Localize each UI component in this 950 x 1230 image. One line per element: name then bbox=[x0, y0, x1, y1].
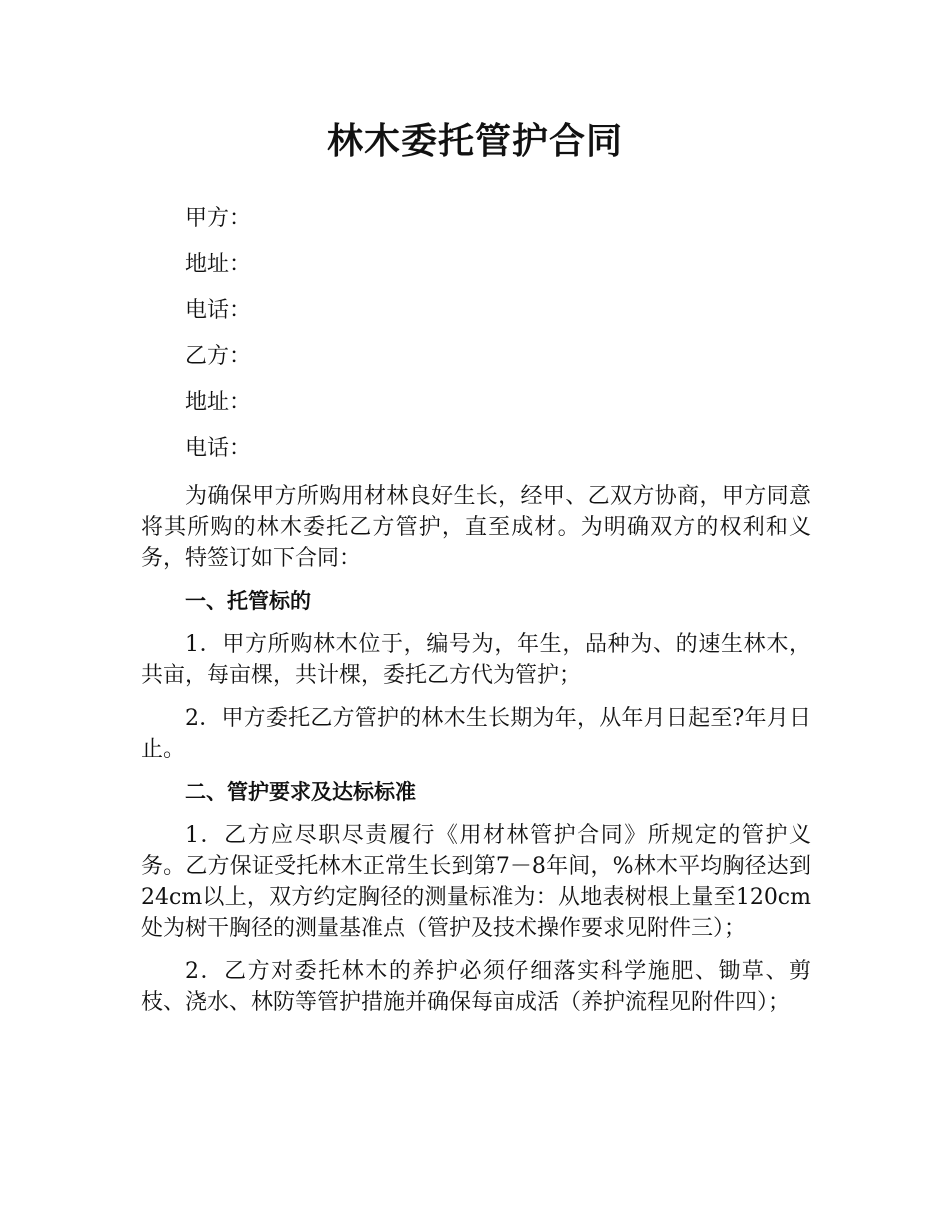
party-b-phone-field: 电话： bbox=[185, 436, 252, 461]
party-b-address-field: 地址： bbox=[185, 390, 252, 415]
section-heading-requirements: 二、管护要求及达标标准 bbox=[185, 780, 416, 804]
section-heading-subject: 一、托管标的 bbox=[185, 589, 311, 613]
party-b-name-field: 乙方： bbox=[185, 344, 252, 369]
party-a-address-field: 地址： bbox=[185, 252, 252, 277]
clause-paragraph: 1．甲方所购林木位于，编号为，年生，品种为、的速生林木，共亩，每亩棵，共计棵，委托乙方代为管护； bbox=[141, 632, 811, 688]
clause-paragraph: 2．乙方对委托林木的养护必须仔细落实科学施肥、锄草、剪枝、浇水、林防等管护措施并确保每亩成活（养护流程见附件四）； bbox=[141, 959, 811, 1015]
clause-paragraph: 1．乙方应尽职尽责履行《用材林管护合同》所规定的管护义务。乙方保证受托林木正常生长到第7－8年间，%林木平均胸径达到24cm以上，双方约定胸径的测量标准为：从地表树根上量至120cm处为树干胸径的测量基准点（管护及技术操作要求见附件三）； bbox=[141, 823, 811, 941]
document-body bbox=[141, 203, 811, 1030]
party-a-phone-field: 电话： bbox=[185, 298, 252, 323]
clause-paragraph: 2．甲方委托乙方管护的林木生长期为年，从年月日起至?年月日止。 bbox=[141, 706, 811, 762]
party-a-name-field: 甲方： bbox=[185, 206, 252, 231]
preamble-paragraph: 为确保甲方所购用材林良好生长，经甲、乙双方协商，甲方同意将其所购的林木委托乙方管护，直至成材。为明确双方的权利和义务，特签订如下合同： bbox=[141, 484, 811, 571]
document-title: 林木委托管护合同 bbox=[326, 121, 623, 162]
